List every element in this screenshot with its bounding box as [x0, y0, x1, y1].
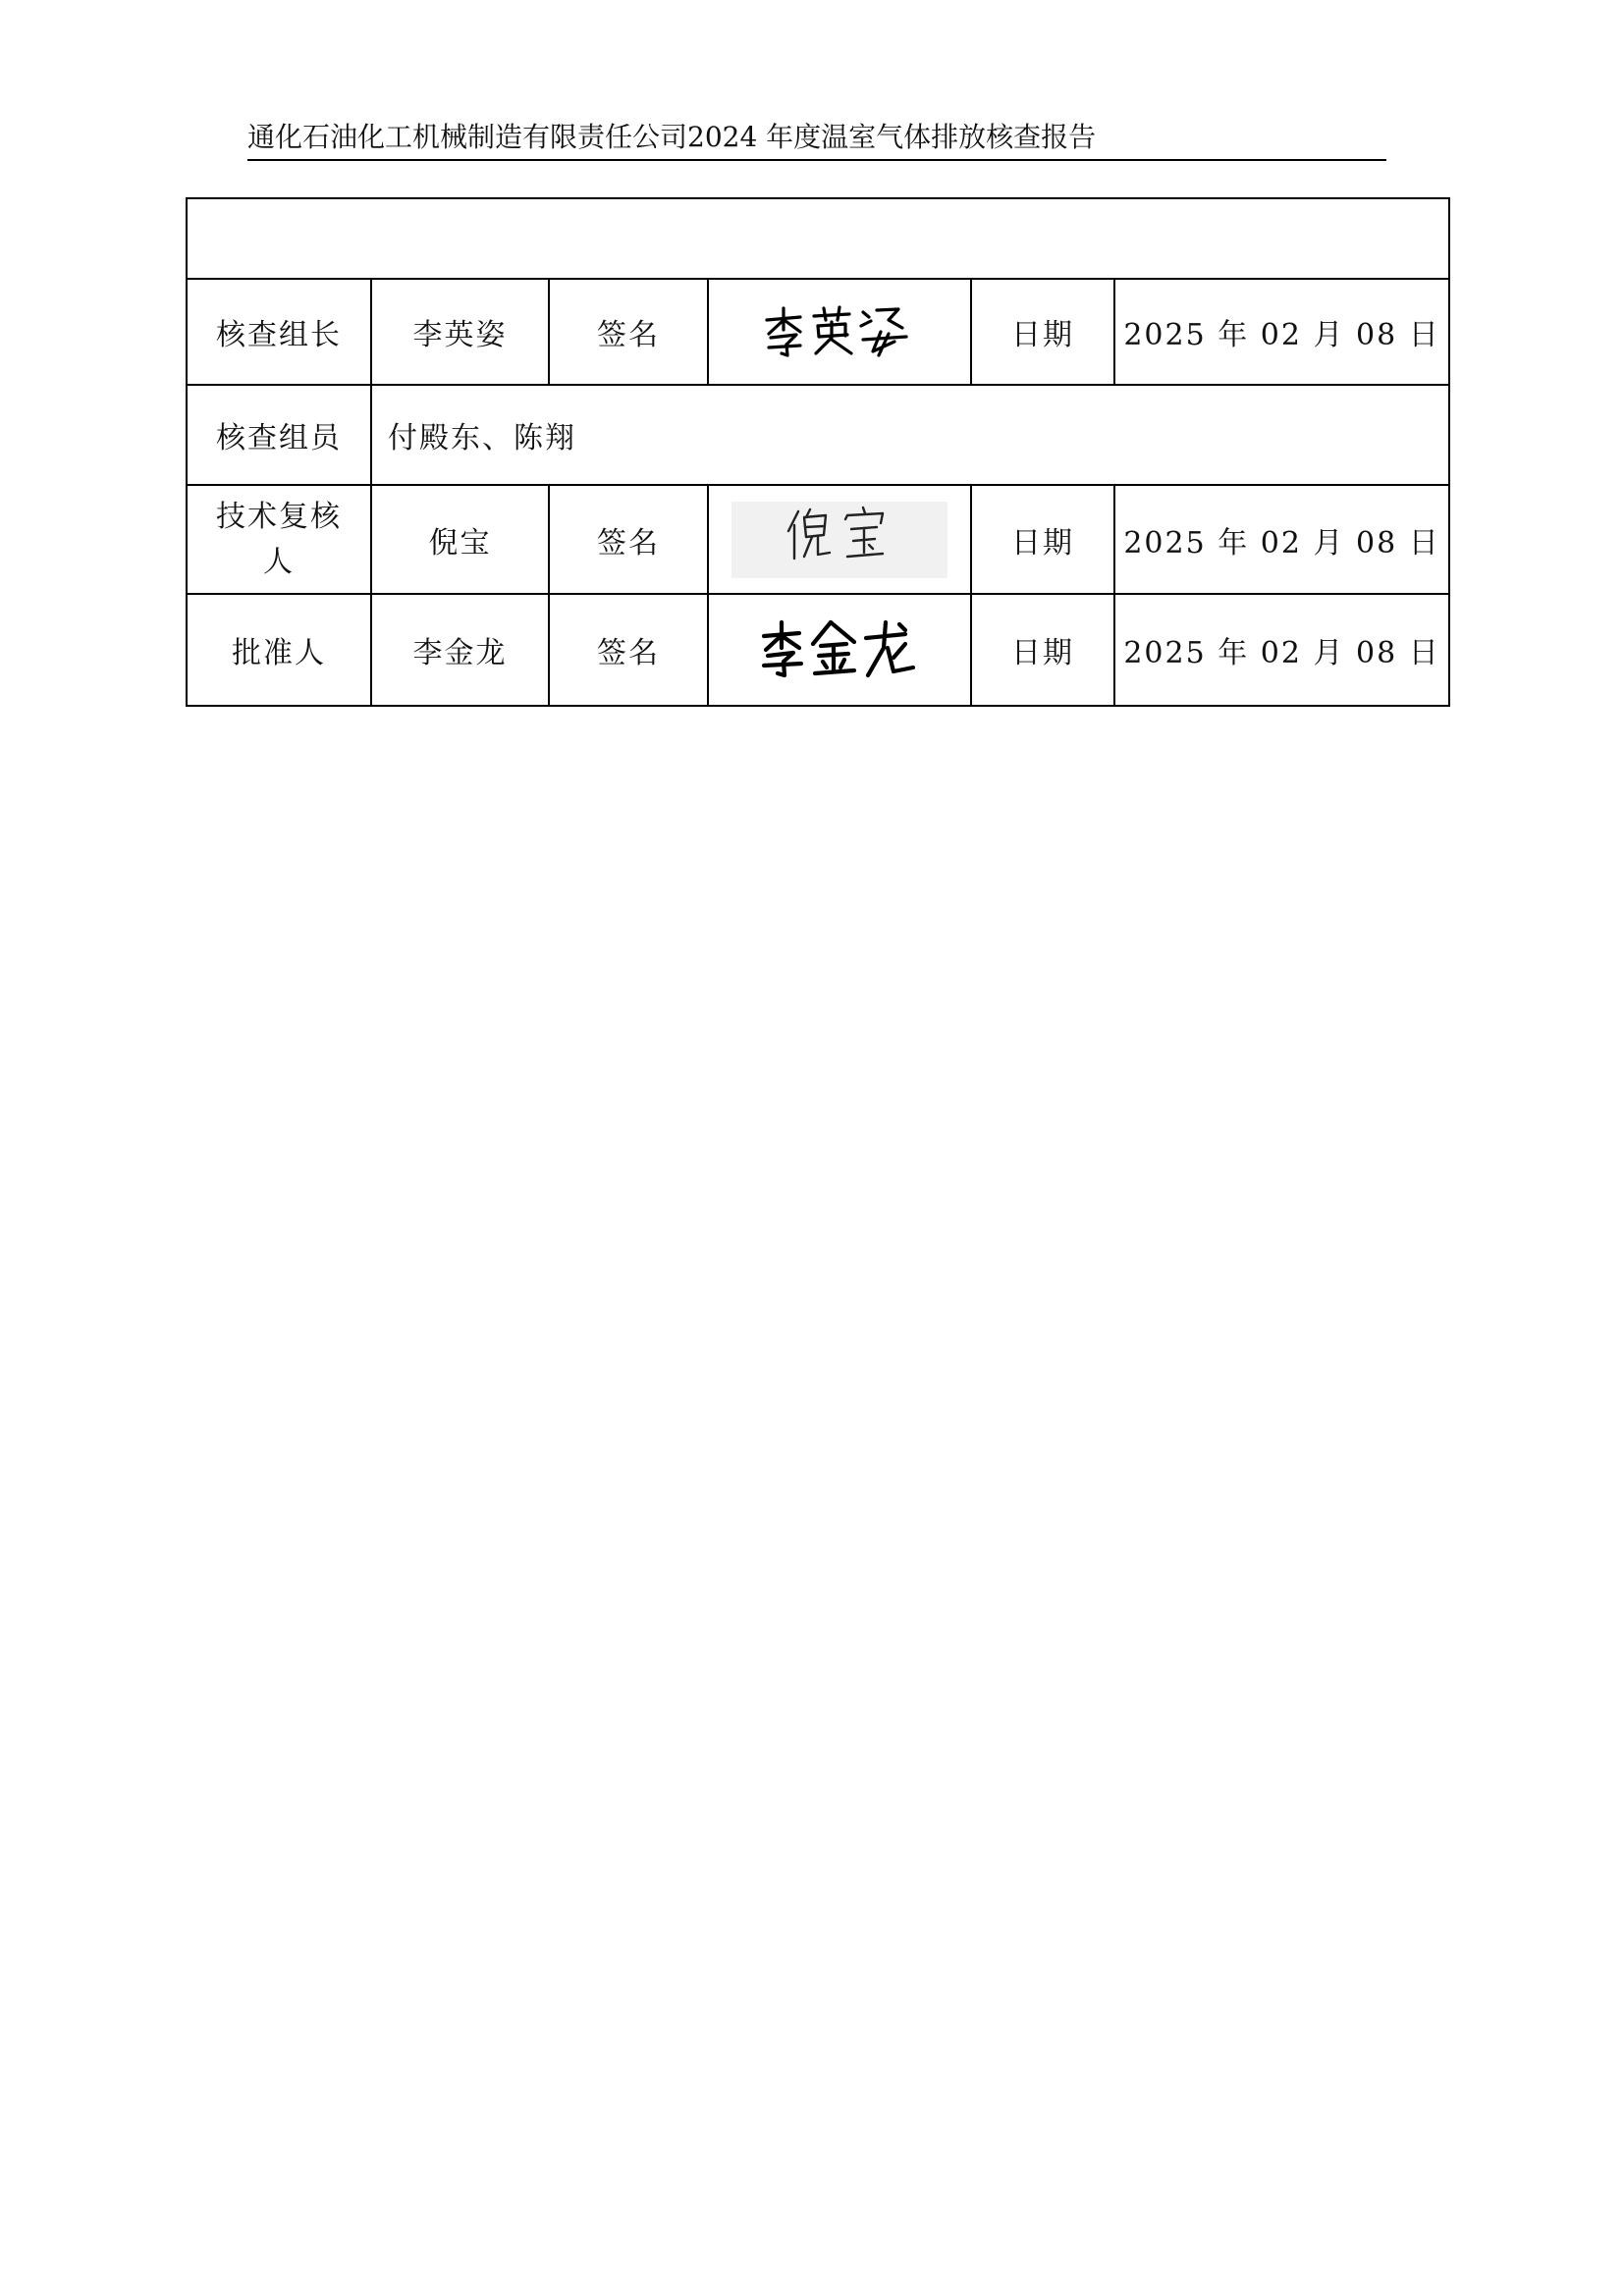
date-cell-tech-review: 2025 年 02 月 08 日 [1114, 485, 1449, 594]
date-label-cell: 日期 [971, 485, 1114, 594]
role-cell-leader: 核查组长 [187, 279, 371, 385]
date-label-cell: 日期 [971, 279, 1114, 385]
role-cell-tech-review [187, 485, 371, 594]
blank-row [187, 198, 1449, 279]
page-header [247, 116, 1386, 161]
name-cell-tech-review: 倪宝 [371, 485, 549, 594]
table-row-members [187, 385, 1449, 485]
handwritten-signature-tech-review [781, 502, 898, 570]
role-cell-approver: 批准人 [187, 594, 371, 706]
signature-scan-background [731, 502, 947, 578]
table-row-approver [187, 594, 1449, 706]
name-cell-approver: 李金龙 [371, 594, 549, 706]
date-cell-leader: 2025 年 02 月 08 日 [1114, 279, 1449, 385]
sign-label-cell: 签名 [549, 279, 708, 385]
signature-approver [708, 594, 971, 706]
signature-tech-review [708, 485, 971, 594]
name-cell-leader: 李英姿 [371, 279, 549, 385]
blank-cell [187, 198, 1449, 279]
table-row-tech-review [187, 485, 1449, 594]
table-row-leader [187, 279, 1449, 385]
signature-leader [708, 279, 971, 385]
role-cell-members: 核查组员 [187, 385, 371, 485]
role-label-tech-review: 技术复核人 [216, 499, 342, 579]
sign-label-cell: 签名 [549, 485, 708, 594]
date-label-cell: 日期 [971, 594, 1114, 706]
sign-label-cell: 签名 [549, 594, 708, 706]
report-title: 通化石油化工机械制造有限责任公司2024 年度温室气体排放核查报告 [247, 121, 1097, 153]
date-cell-approver: 2025 年 02 月 08 日 [1114, 594, 1449, 706]
handwritten-signature-approver [756, 618, 923, 681]
signoff-table [186, 197, 1450, 707]
handwritten-signature-leader [761, 304, 918, 359]
member-names-cell: 付殿东、陈翔 [371, 385, 1449, 485]
